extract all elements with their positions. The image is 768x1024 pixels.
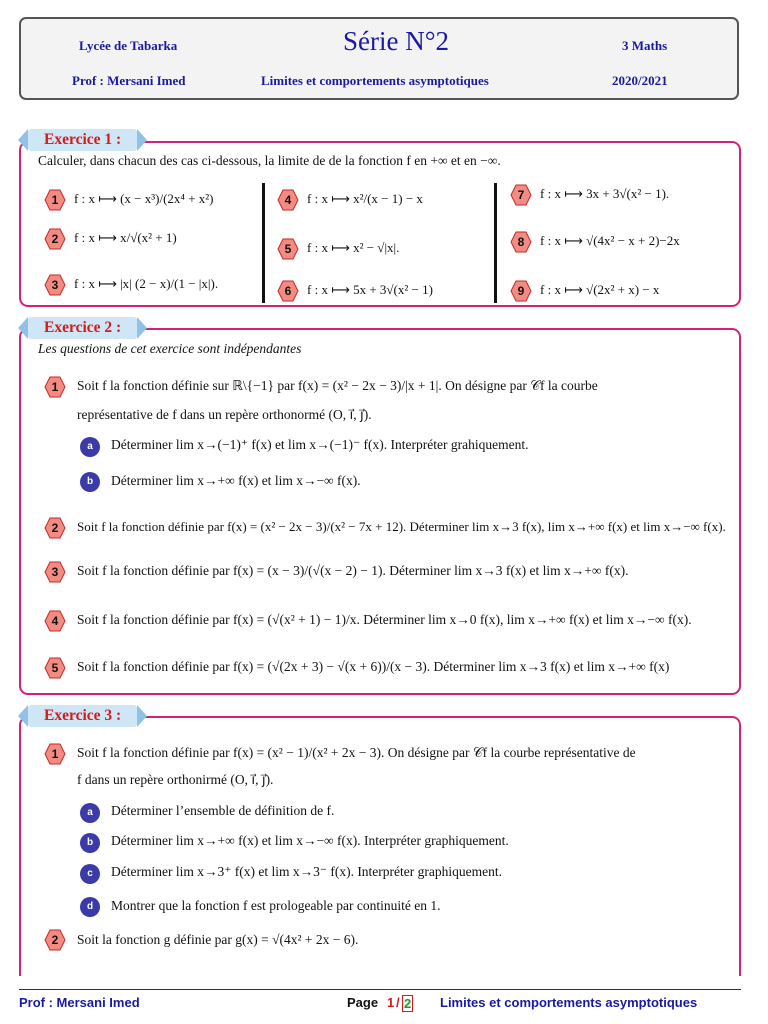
exercise-3-q1a: Déterminer l’ensemble de définition de f. <box>111 803 335 818</box>
exercise-2-q3: Soit f la fonction définie par f(x) = (x − 3)/(√(x − 2) − 1). Déterminer lim x→3 f(x) et lim x→+∞ f(x). <box>77 563 629 578</box>
exercise-3-q1-line1: Soit f la fonction définie par f(x) = (x² − 1)/(x² + 2x − 3). On désigne par 𝒞f la courbe représentative de <box>77 745 636 760</box>
exercise-1-item-expression: f : x ⟼ 5x + 3√(x² − 1) <box>307 282 433 297</box>
exercise-1-item-number: 5 <box>284 242 292 256</box>
footer-teacher: Prof : Mersani Imed <box>19 995 140 1010</box>
exercise-1-item-badge <box>44 274 66 296</box>
exercise-1-title: Exercice 1 : <box>28 129 137 151</box>
exercise-3-title: Exercice 3 : <box>28 705 137 727</box>
footer-rule <box>19 989 741 990</box>
class-level: 3 Maths <box>622 38 668 53</box>
exercise-2-q1-line1: Soit f la fonction définie sur ℝ\{−1} par f(x) = (x² − 2x − 3)/|x + 1|. On désigne par 𝒞f la courbe <box>77 378 598 393</box>
footer-chapter: Limites et comportements asymptotiques <box>440 995 698 1010</box>
exercise-3-q1c: Déterminer lim x→3⁺ f(x) et lim x→3⁻ f(x). Interpréter graphiquement. <box>111 864 502 879</box>
exercise-1-item-badge <box>277 238 299 260</box>
exercise-1-item-number: 3 <box>51 278 59 292</box>
exercise-1-item-badge <box>44 228 66 250</box>
exercise-1-item-badge <box>510 231 532 253</box>
exercise-2-q1-line2: représentative de f dans un repère orthonormé (O, i⃗, j⃗). <box>77 407 372 422</box>
exercise-1-item-expression: f : x ⟼ √(4x² − x + 2)−2x <box>540 233 680 248</box>
question-number-badge: 3 <box>44 561 66 583</box>
subquestion-badge-a: a <box>80 437 100 457</box>
subquestion-badge-b: b <box>80 833 100 853</box>
exercise-2-q5: Soit f la fonction définie par f(x) = (√(2x + 3) − √(x + 6))/(x − 3). Déterminer lim x→3 f(x) et lim x→+∞ f(x) <box>77 659 670 674</box>
column-divider <box>494 183 497 303</box>
footer-page-label: Page <box>347 995 379 1010</box>
page-title: Série N°2 <box>343 26 450 56</box>
subquestion-badge-a: a <box>80 803 100 823</box>
exercise-1-item-number: 9 <box>517 284 525 298</box>
exercise-2-q1b: Déterminer lim x→+∞ f(x) et lim x→−∞ f(x). <box>111 473 361 488</box>
column-divider <box>262 183 265 303</box>
question-number-badge: 1 <box>44 743 66 765</box>
exercise-1-item-badge <box>277 280 299 302</box>
footer-page-separator: / <box>396 995 400 1010</box>
exercise-3-q2: Soit la fonction g définie par g(x) = √(4x² + 2x − 6). <box>77 932 359 947</box>
footer-page-total-link[interactable]: 2 <box>404 996 412 1011</box>
footer-page-number: 1 <box>387 995 395 1010</box>
exercise-2-title: Exercice 2 : <box>28 317 137 339</box>
exercise-1-item-expression: f : x ⟼ √(2x² + x) − x <box>540 282 660 297</box>
exercise-1-item-expression: f : x ⟼ (x − x³)/(2x⁴ + x²) <box>74 191 214 206</box>
exercise-1-item-number: 8 <box>517 235 525 249</box>
exercise-1-item-badge <box>510 280 532 302</box>
exercise-1-item-badge <box>277 189 299 211</box>
exercise-1-item-expression: f : x ⟼ x² − √|x|. <box>307 240 400 255</box>
exercise-3-q1d: Montrer que la fonction f est prologeable par continuité en 1. <box>111 898 441 913</box>
header-box <box>19 17 739 100</box>
exercise-1-item-number: 1 <box>51 193 59 207</box>
subquestion-badge-b: b <box>80 472 100 492</box>
chapter-title: Limites et comportements asymptotiques <box>261 73 489 88</box>
school-name: Lycée de Tabarka <box>79 38 178 53</box>
subquestion-badge-c: c <box>80 864 100 884</box>
exercise-3-q1b: Déterminer lim x→+∞ f(x) et lim x→−∞ f(x). Interpréter graphiquement. <box>111 833 509 848</box>
question-number-badge: 1 <box>44 376 66 398</box>
exercise-1-item-badge <box>44 189 66 211</box>
exercise-2-intro: Les questions de cet exercice sont indépendantes <box>38 341 302 356</box>
exercise-3-q1-line2: f dans un repère orthonirmé (O, i⃗, j⃗). <box>77 772 274 787</box>
question-number-badge: 2 <box>44 929 66 951</box>
subquestion-badge-d: d <box>80 897 100 917</box>
exercise-1-item-expression: f : x ⟼ x²/(x − 1) − x <box>307 191 423 206</box>
exercise-2-q4: Soit f la fonction définie par f(x) = (√(x² + 1) − 1)/x. Déterminer lim x→0 f(x), lim x→+∞ f(x) et lim x→−∞ f(x). <box>77 612 692 627</box>
exercise-2-q1a: Déterminer lim x→(−1)⁺ f(x) et lim x→(−1)⁻ f(x). Interpréter grahiquement. <box>111 437 529 452</box>
exercise-1-item-number: 6 <box>284 284 292 298</box>
exercise-1-item-expression: f : x ⟼ |x| (2 − x)/(1 − |x|). <box>74 276 219 291</box>
question-number-badge: 4 <box>44 610 66 632</box>
question-number-badge: 5 <box>44 657 66 679</box>
exercise-1-item-number: 2 <box>51 232 59 246</box>
exercise-1-item-badge <box>510 184 532 206</box>
exercise-1-item-number: 7 <box>517 188 525 202</box>
exercise-2-q2: Soit f la fonction définie par f(x) = (x² − 2x − 3)/(x² − 7x + 12). Déterminer lim x→3 f(x), lim x→+∞ f(x) et lim x→−∞ f(x). <box>77 519 726 534</box>
teacher-name: Prof : Mersani Imed <box>72 73 186 88</box>
exercise-1-intro: Calculer, dans chacun des cas ci-dessous, la limite de de la fonction f en +∞ et en −∞. <box>38 153 501 168</box>
school-year: 2020/2021 <box>612 73 668 88</box>
exercise-1-item-expression: f : x ⟼ 3x + 3√(x² − 1). <box>540 186 670 201</box>
exercise-1-item-number: 4 <box>284 193 292 207</box>
exercise-1-item-expression: f : x ⟼ x/√(x² + 1) <box>74 230 177 245</box>
question-number-badge: 2 <box>44 517 66 539</box>
